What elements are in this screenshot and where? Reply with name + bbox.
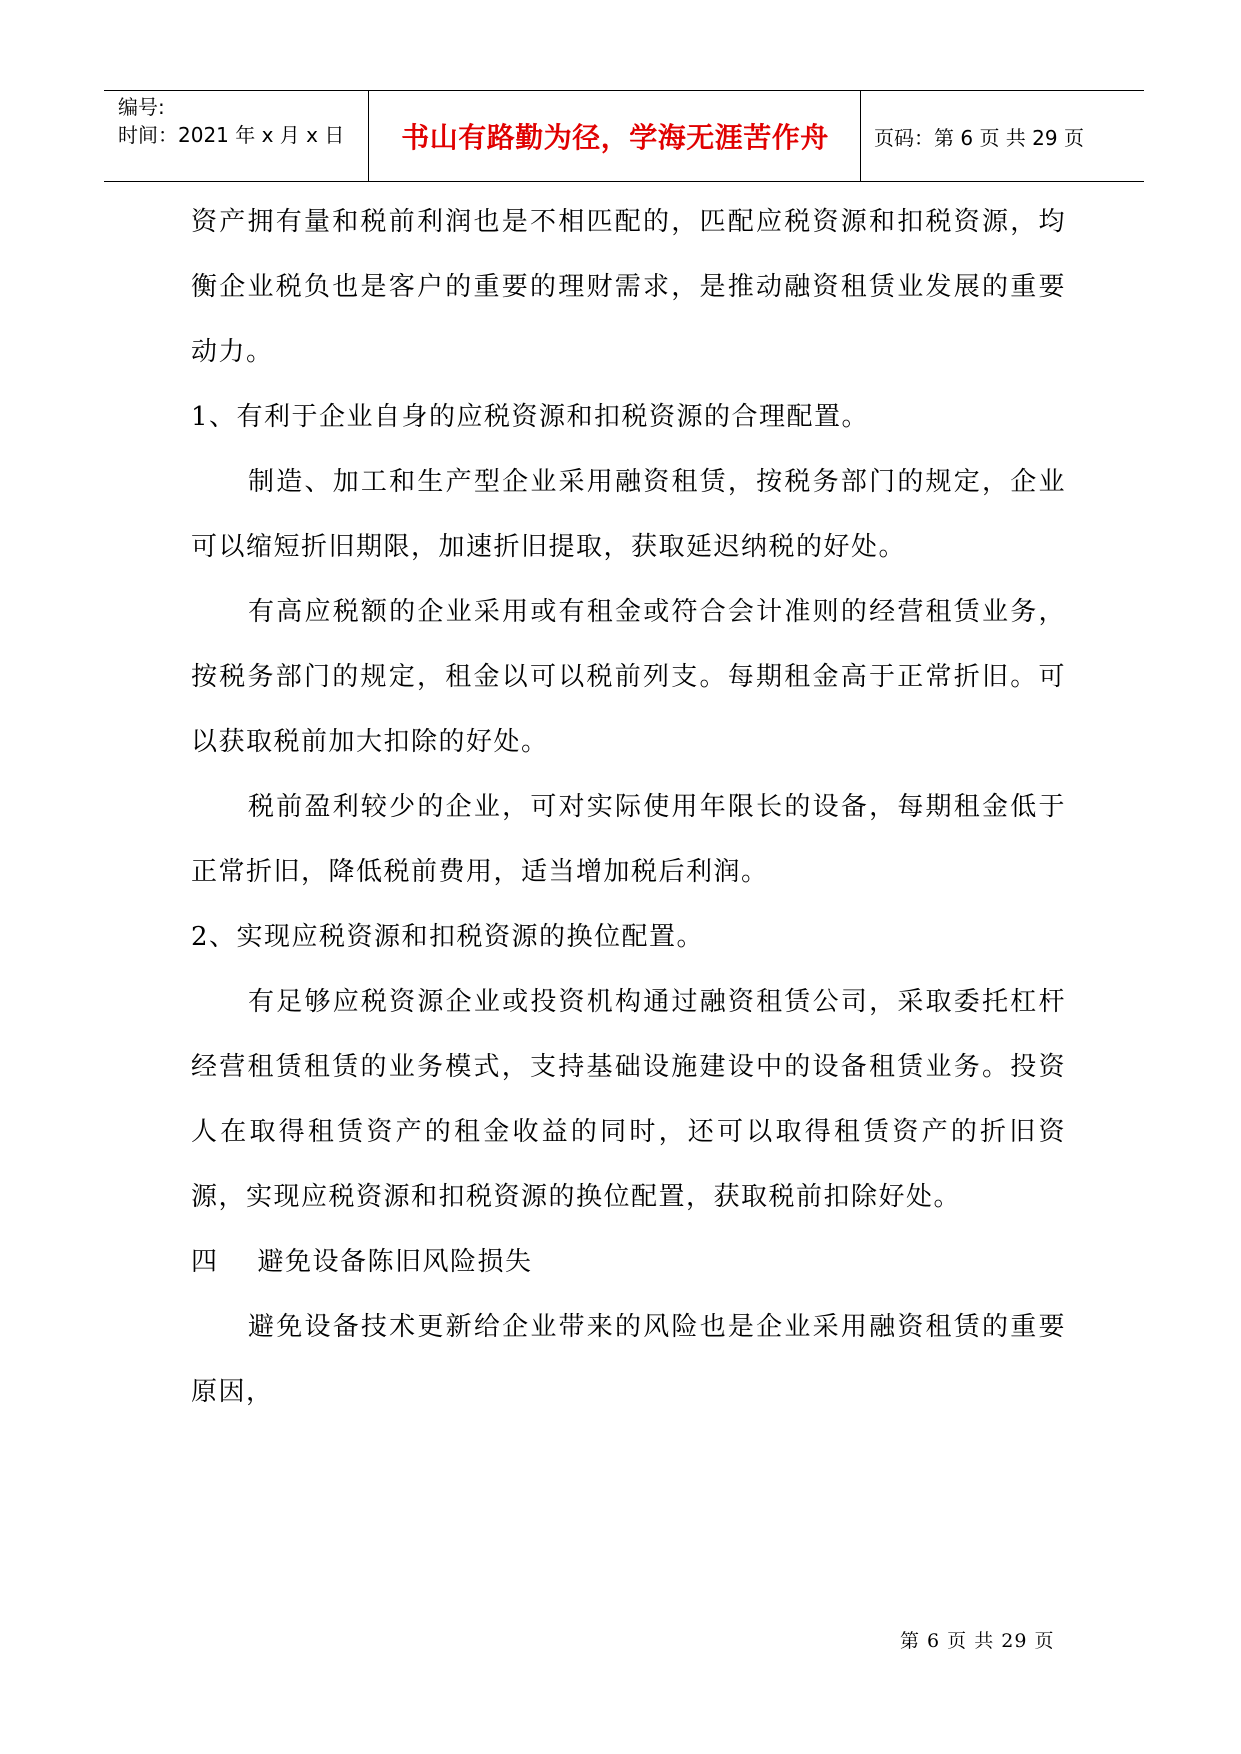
section-heading: 2、实现应税资源和扣税资源的换位配置。 (191, 922, 705, 952)
document-number-label: 编号: (118, 95, 165, 119)
header-page-number: 页码：第 6 页 共 29 页 (874, 125, 1084, 150)
section-heading: 四 避免设备陈旧风险损失 (191, 1247, 533, 1277)
page-footer: 第 6 页 共 29 页 (900, 1630, 1055, 1652)
section-heading: 1、有利于企业自身的应税资源和扣税资源的合理配置。 (191, 402, 870, 432)
document-body (191, 190, 1066, 1425)
paragraph: 制造、加工和生产型企业采用融资租赁，按税务部门的规定，企业可以缩短折旧期限，加速折旧提取，获取延迟纳税的好处。 (191, 467, 1066, 562)
paragraph: 有高应税额的企业采用或有租金或符合会计准则的经营租赁业务，按税务部门的规定，租金以可以税前列支。每期租金高于正常折旧。可以获取税前加大扣除的好处。 (191, 597, 1066, 757)
page-header (104, 90, 1144, 182)
paragraph: 税前盈利较少的企业，可对实际使用年限长的设备，每期租金低于正常折旧，降低税前费用，适当增加税后利润。 (191, 792, 1066, 887)
document-time-label: 时间：2021 年 x 月 x 日 (118, 123, 345, 147)
header-divider-left (368, 91, 369, 181)
paragraph: 避免设备技术更新给企业带来的风险也是企业采用融资租赁的重要原因， (191, 1312, 1066, 1407)
header-divider-right (860, 91, 861, 181)
header-info (118, 91, 368, 181)
paragraph: 有足够应税资源企业或投资机构通过融资租赁公司，采取委托杠杆经营租赁租赁的业务模式，支持基础设施建设中的设备租赁业务。投资人在取得租赁资产的租金收益的同时，还可以取得租赁资产的折旧资源，实现应税资源和扣税资源的换位配置，获取税前扣除好处。 (191, 987, 1066, 1212)
header-motto: 书山有路勤为径，学海无涯苦作舟 (401, 121, 829, 154)
paragraph: 资产拥有量和税前利润也是不相匹配的，匹配应税资源和扣税资源，均衡企业税负也是客户的重要的理财需求，是推动融资租赁业发展的重要动力。 (191, 207, 1066, 367)
